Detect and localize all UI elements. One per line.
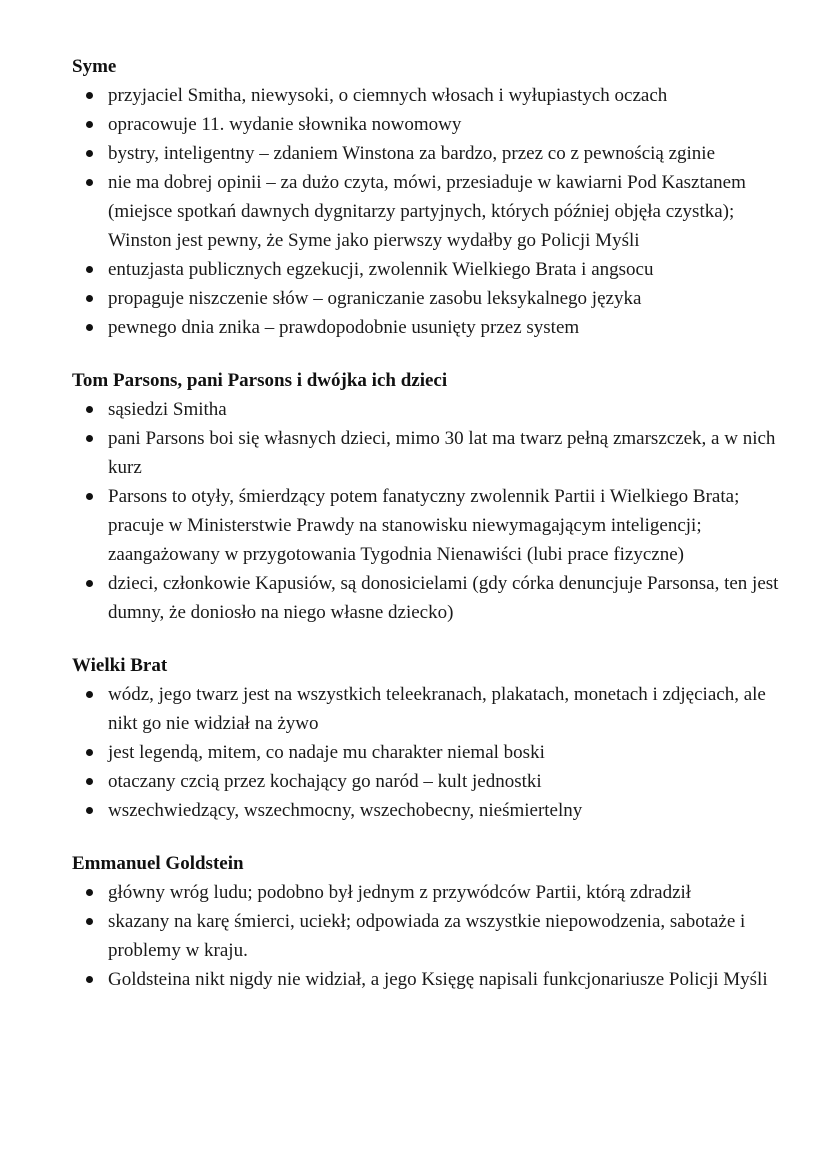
list-item-text: propaguje niszczenie słów – ograniczanie zasobu leksykalnego języka <box>108 288 642 309</box>
bullet-icon <box>86 324 93 331</box>
list-item-text: Goldsteina nikt nigdy nie widział, a jego Księgę napisali funkcjonariusze Policji Myśli <box>108 969 768 990</box>
list-item-text: wszechwiedzący, wszechmocny, wszechobecny, nieśmiertelny <box>108 800 583 821</box>
list-item <box>72 796 788 825</box>
list-item <box>72 680 788 738</box>
bullet-icon <box>86 179 93 186</box>
bullet-icon <box>86 976 93 983</box>
list-item <box>72 907 788 965</box>
bullet-icon <box>86 807 93 814</box>
list-item <box>72 139 788 168</box>
list-item-text: dzieci, członkowie Kapusiów, są donosicielami (gdy córka denuncjuje Parsonsa, ten jest dumny, że doniosło na niego własne dziecko) <box>108 573 779 623</box>
bullet-icon <box>86 580 93 587</box>
list-item <box>72 767 788 796</box>
list-item-text: entuzjasta publicznych egzekucji, zwolennik Wielkiego Brata i angsocu <box>108 259 654 280</box>
bullet-icon <box>86 493 93 500</box>
section-heading: Syme <box>72 56 117 77</box>
section-wielki-brat <box>72 651 788 825</box>
list-item-text: otaczany czcią przez kochający go naród – kult jednostki <box>108 771 542 792</box>
section-heading: Emmanuel Goldstein <box>72 853 244 874</box>
bullet-icon <box>86 266 93 273</box>
list-item <box>72 255 788 284</box>
list-item <box>72 81 788 110</box>
bullet-icon <box>86 295 93 302</box>
list-item-text: nie ma dobrej opinii – za dużo czyta, mówi, przesiaduje w kawiarni Pod Kasztanem (miejsce spotkań dawnych dygnitarzy partyjnych, których później objęła czystka); Winston jest pewny, że Syme jako pierwszy wydałby go Policji Myśli <box>108 172 746 251</box>
list-item-text: jest legendą, mitem, co nadaje mu charakter niemal boski <box>108 742 545 763</box>
bullet-icon <box>86 889 93 896</box>
bullet-list <box>72 878 788 994</box>
list-item <box>72 482 788 569</box>
list-item <box>72 738 788 767</box>
section-heading: Wielki Brat <box>72 655 168 676</box>
bullet-icon <box>86 691 93 698</box>
list-item-text: sąsiedzi Smitha <box>108 399 227 420</box>
list-item-text: bystry, inteligentny – zdaniem Winstona za bardzo, przez co z pewnością zginie <box>108 143 716 164</box>
section-syme <box>72 52 788 342</box>
list-item-text: opracowuje 11. wydanie słownika nowomowy <box>108 114 462 135</box>
list-item-text: pani Parsons boi się własnych dzieci, mimo 30 lat ma twarz pełną zmarszczek, a w nich kurz <box>108 428 776 478</box>
list-item <box>72 878 788 907</box>
bullet-icon <box>86 435 93 442</box>
bullet-icon <box>86 150 93 157</box>
list-item <box>72 569 788 627</box>
bullet-icon <box>86 749 93 756</box>
list-item-text: Parsons to otyły, śmierdzący potem fanatyczny zwolennik Partii i Wielkiego Brata; pracuje w Ministerstwie Prawdy na stanowisku niewymagającym inteligencji; zaangażowany w przygotowania Tygodnia Nienawiści (lubi prace fizyczne) <box>108 486 740 565</box>
list-item-text: przyjaciel Smitha, niewysoki, o ciemnych włosach i wyłupiastych oczach <box>108 85 668 106</box>
section-heading: Tom Parsons, pani Parsons i dwójka ich dzieci <box>72 370 448 391</box>
list-item-text: główny wróg ludu; podobno był jednym z przywódców Partii, którą zdradził <box>108 882 692 903</box>
list-item <box>72 168 788 255</box>
list-item-text: wódz, jego twarz jest na wszystkich teleekranach, plakatach, monetach i zdjęciach, ale nikt go nie widział na żywo <box>108 684 766 734</box>
list-item <box>72 110 788 139</box>
bullet-list <box>72 680 788 825</box>
list-item <box>72 965 788 994</box>
list-item-text: skazany na karę śmierci, uciekł; odpowiada za wszystkie niepowodzenia, sabotaże i problemy w kraju. <box>108 911 746 961</box>
bullet-list <box>72 81 788 342</box>
list-item <box>72 395 788 424</box>
list-item <box>72 313 788 342</box>
list-item <box>72 284 788 313</box>
section-goldstein <box>72 849 788 994</box>
bullet-icon <box>86 778 93 785</box>
bullet-icon <box>86 406 93 413</box>
bullet-icon <box>86 918 93 925</box>
bullet-icon <box>86 92 93 99</box>
list-item-text: pewnego dnia znika – prawdopodobnie usunięty przez system <box>108 317 580 338</box>
list-item <box>72 424 788 482</box>
section-parsons <box>72 366 788 627</box>
bullet-list <box>72 395 788 627</box>
bullet-icon <box>86 121 93 128</box>
